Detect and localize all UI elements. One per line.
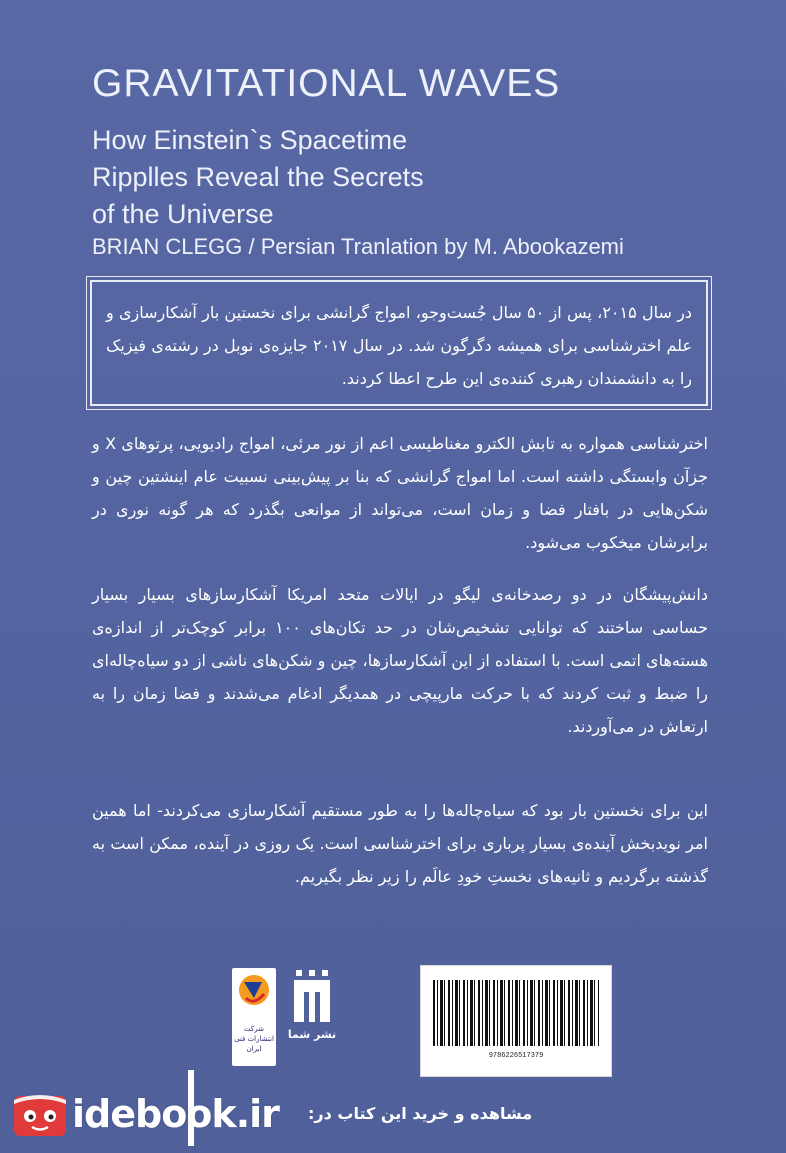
isbn-barcode [420,965,612,1077]
subtitle-line: of the Universe [92,199,274,229]
blurb-paragraph: دانش‌پیشگان در دو رصدخانه‌ی لیگو در ایالات متحد امریکا آشکارسازهای بسیار بسیار حساسی ساختند که توانایی تشخیص‌شان در حد تکان‌های ۱۰۰ برابر کوچک‌تر از اندازه‌ی هسته‌های اتمی است. با استفاده از این آشکارسازها، چین و شکن‌های ناشی از دو سیاه‌چاله‌ای را ضبط و ثبت کردند که با حرکت مارپیچی در همدیگر ادغام می‌شدند و فضا زمان را به ارتعاش در می‌آوردند. [92,585,708,736]
partner-emblem-icon [232,968,276,1024]
book-subtitle [92,122,512,233]
brand-domain: .ir [235,1092,279,1136]
site-watermark[interactable] [10,1090,540,1140]
publisher-emblem-icon [290,968,334,1026]
subtitle-line: How Einstein`s Spacetime [92,125,408,155]
boxed-summary: در سال ۲۰۱۵، پس از ۵۰ سال جُست‌وجو، امواج گرانشی برای نخستین بار آشکارسازی و علم اخترشناسی برای همیشه دگرگون شد. در سال ۲۰۱۷ جایزه‌ی نوبل در رشته‌ی فیزیک را به دانشمندان رهبری کننده‌ی این طرح اعطا کردند. [90,280,708,406]
blurb-paragraph: اخترشناسی همواره به تابش الکترو مغناطیسی اعم از نور مرئی، امواج رادیویی، پرتوهای X و جزآن وابستگی داشته است. اما امواج گرانشی که بنا بر پیش‌بینی نسبیت عام اینشتین چین و شکن‌هایی در بافتار فضا و زمان است، می‌تواند از موانعی بگذرد که هر گونه نوری در برابرشان میخکوب می‌شود. [92,434,709,552]
book-mascot-icon [10,1090,72,1140]
watermark-brand [72,1092,279,1136]
barcode-bars [433,980,599,1046]
partner-publisher-name: شرکت انتشارات فنی ایران [234,1025,274,1053]
author-translator-line: BRIAN CLEGG / Persian Tranlation by M. Abookazemi [92,234,624,259]
publisher-name: نشر شما [287,1028,337,1041]
book-title: GRAVITATIONAL WAVES [92,62,561,105]
subtitle-line: Ripplles Reveal the Secrets [92,162,424,192]
watermark-caption: مشاهده و خرید این کتاب در: [308,1104,533,1123]
blurb-paragraph: این برای نخستین بار بود که سیاه‌چاله‌ها را به طور مستقیم آشکارسازی می‌کردند- اما همین امر نویدبخش آینده‌ی بسیار پرباری برای اخترشناسی است. یک روزی در آینده، ممکن است به گذشته برگردیم و ثانیه‌های نخستِ خودِ عالَم را زیر نظر بگیریم. [92,801,708,886]
publisher-logo [290,968,334,1026]
brand-name: idebook [72,1092,236,1136]
isbn-number: 9786226517379 [488,1052,544,1060]
